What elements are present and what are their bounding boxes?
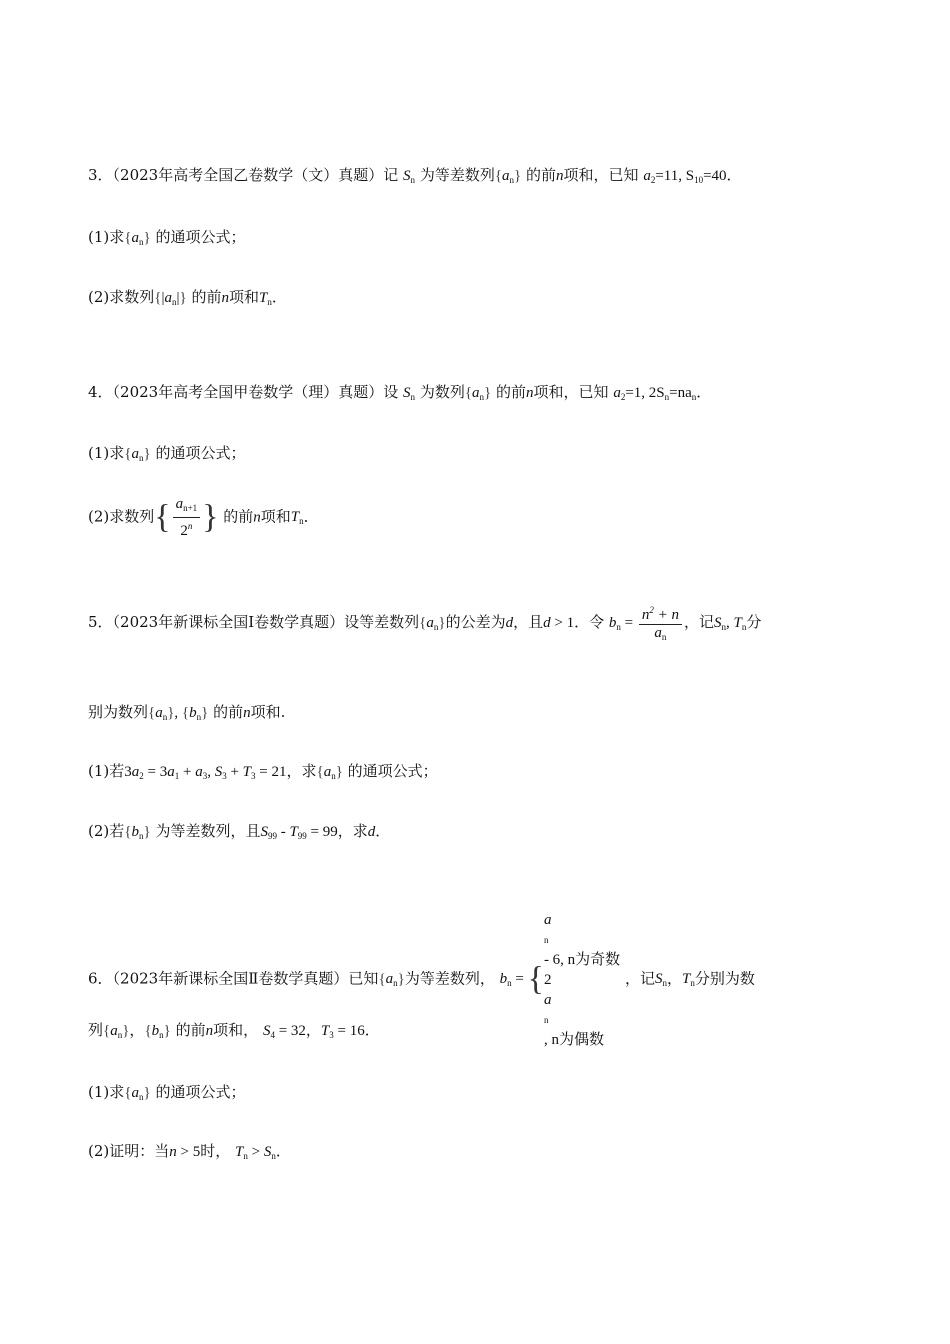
problem-6-part-2: (2)证明：当n > 5时， $T_n > S_n$．: [88, 1142, 291, 1161]
problem-3-stem: 3．（2023年高考全国乙卷数学（文）真题）记 $S_n$ 为等差数列$\{a_n\}$ 的前n项和，已知 $a_2=11$, $S_{10}=40$．: [88, 166, 742, 185]
problem-5-stem-continued: 别为数列$\{a_n\}$, $\{b_n\}$ 的前n项和.: [88, 703, 286, 722]
problem-6-part-1: (1)求$\{a_n\}$ 的通项公式；: [88, 1083, 246, 1102]
problem-4-stem: 4．（2023年高考全国甲卷数学（理）真题）设 $S_n$ 为数列$\{a_n\}$ 的前n项和，已知 $a_2=1$, $2S_n=na_n$．: [88, 383, 712, 402]
problem-5-part-1: (1)若$3a_2 = 3a_1 + a_3$, $S_3 + T_3 = 21$，求$\{a_n\}$ 的通项公式；: [88, 762, 438, 781]
problem-6-stem: 6．（2023年新课标全国Ⅱ卷数学真题）已知$\{a_n\}$为等差数列， $b_n$ = { a n - 6, n为奇数 2 a n , n为偶数 ，记$S_n$，$T_n$分别为数: [88, 912, 755, 1048]
problem-3-part-2: (2)求数列$\{|a_n|\}$ 的前n项和$T_n$．: [88, 288, 287, 307]
problem-4-part-2: (2)求数列{ $\frac{a_{n+1}}{2^n}$ } 的前n项和$T_n$．: [88, 496, 319, 539]
problem-4-part-1: (1)求$\{a_n\}$ 的通项公式；: [88, 444, 246, 463]
problem-6-stem-continued: 列$\{a_n\}$，$\{b_n\}$ 的前n项和， $S_4 = 32$，$T_3 = 16$．: [88, 1021, 380, 1040]
problem-5-stem: 5．（2023年新课标全国Ⅰ卷数学真题）设等差数列$\{a_n\}$的公差为d，且d > 1．令 $b_n$ = $\frac{n^2 + n}{a_n}$ ，记$S_n$, $T_n$分: [88, 592, 868, 657]
problem-5-part-2: (2)若$\{b_n\}$ 为等差数列，且$S_{99} - T_{99} = 99$，求d．: [88, 822, 391, 841]
problem-3-part-1: (1)求$\{a_n\}$ 的通项公式；: [88, 228, 246, 247]
